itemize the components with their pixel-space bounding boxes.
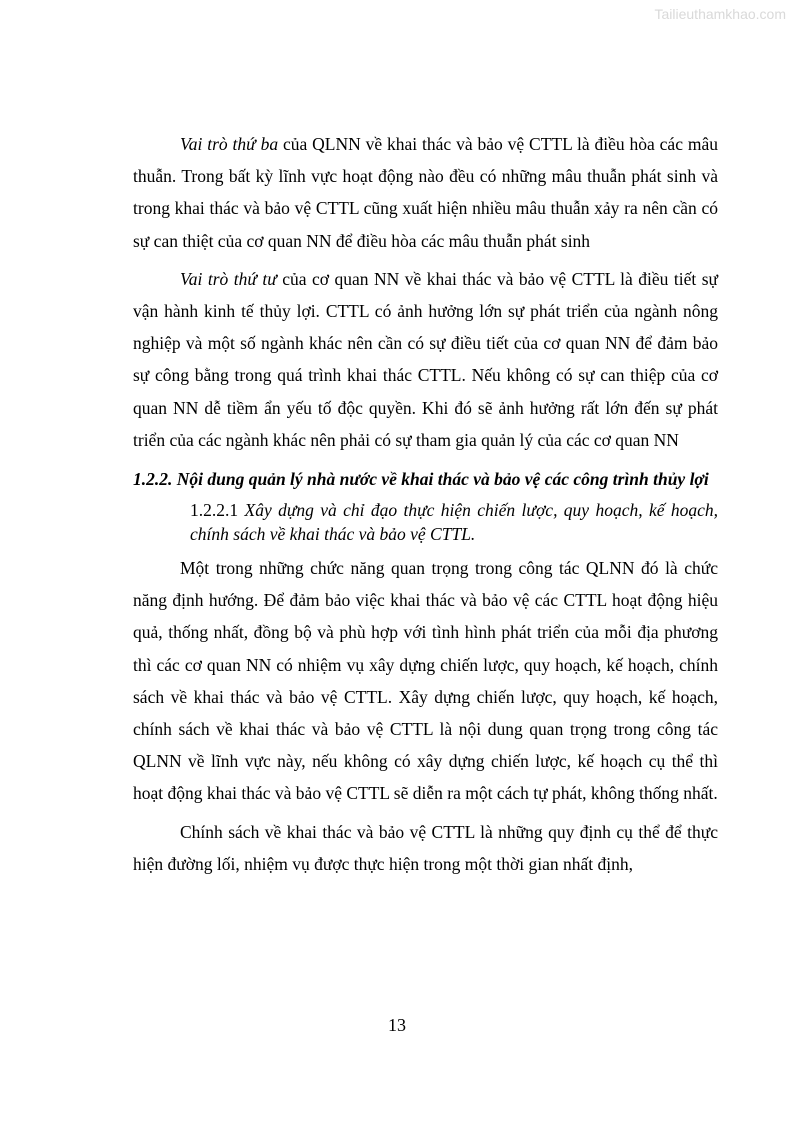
page-number: 13 — [388, 1015, 406, 1035]
subsection-number: 1.2.2.1 — [190, 500, 239, 521]
paragraph-text: của cơ quan NN về khai thác và bảo vệ CTTL là điều tiết sự vận hành kinh tế thủy lợi. CTTL có ảnh hưởng lớn sự phát triển của ngành nông nghiệp và một số ngành khác nên cần có sự điều tiết của cơ quan NN để đảm bảo sự công bằng trong quá trình khai thác CTTL. Nếu không có sự can thiệp của cơ quan NN dễ tiềm ẩn yếu tố độc quyền. Khi đó sẽ ảnh hưởng rất lớn đến sự phát triển của các ngành khác nên phải có sự tham gia quản lý của các cơ quan NN — [133, 268, 718, 450]
paragraph-policy: Chính sách về khai thác và bảo vệ CTTL là những quy định cụ thể để thực hiện đường lối, nhiệm vụ được thực hiện trong một thời gian nhất định, — [133, 821, 718, 874]
page-body — [133, 128, 718, 880]
paragraph-lead-italic: Vai trò thứ tư — [180, 268, 277, 289]
subsection-heading — [133, 498, 718, 546]
paragraph-lead-italic: Vai trò thứ ba — [180, 134, 279, 154]
subsection-title: Xây dựng và chỉ đạo thực hiện chiến lược, quy hoạch, kế hoạch, chính sách về khai thác và bảo vệ CTTL. — [190, 500, 719, 545]
paragraph-orientation-function: Một trong những chức năng quan trọng trong công tác QLNN đó là chức năng định hướng. Để đảm bảo việc khai thác và bảo vệ các CTTL hoạt động hiệu quả, thống nhất, đồng bộ và phù hợp với tình hình phát triển của mỗi địa phương thì các cơ quan NN có nhiệm vụ xây dựng chiến lược, quy hoạch, kế hoạch, chính sách về khai thác và bảo vệ CTTL. Xây dựng chiến lược, quy hoạch, kế hoạch, chính sách về khai thác và bảo vệ CTTL là nội dung quan trọng trong công tác QLNN về lĩnh vực này, nếu không có xây dựng chiến lược, kế hoạch cụ thể thì hoạt động khai thác và bảo vệ CTTL sẽ diễn ra một cách tự phát, không thống nhất. — [133, 558, 718, 804]
paragraph-fourth-role — [133, 263, 718, 456]
paragraph-third-role — [133, 128, 718, 257]
paragraph-text: của QLNN về khai thác và bảo vệ CTTL là điều hòa các mâu thuẫn. Trong bất kỳ lĩnh vực hoạt động nào đều có những mâu thuẫn phát sinh và trong khai thác và bảo vệ CTTL cũng xuất hiện nhiều mâu thuẫn xảy ra nên cần có sự can thiệt của cơ quan NN để điều hòa các mâu thuẫn phát sinh — [133, 134, 718, 251]
watermark-text: Tailieuthamkhao.com — [654, 6, 786, 22]
section-heading: 1.2.2. Nội dung quản lý nhà nước về khai thác và bảo vệ các công trình thủy lợi — [133, 469, 709, 490]
